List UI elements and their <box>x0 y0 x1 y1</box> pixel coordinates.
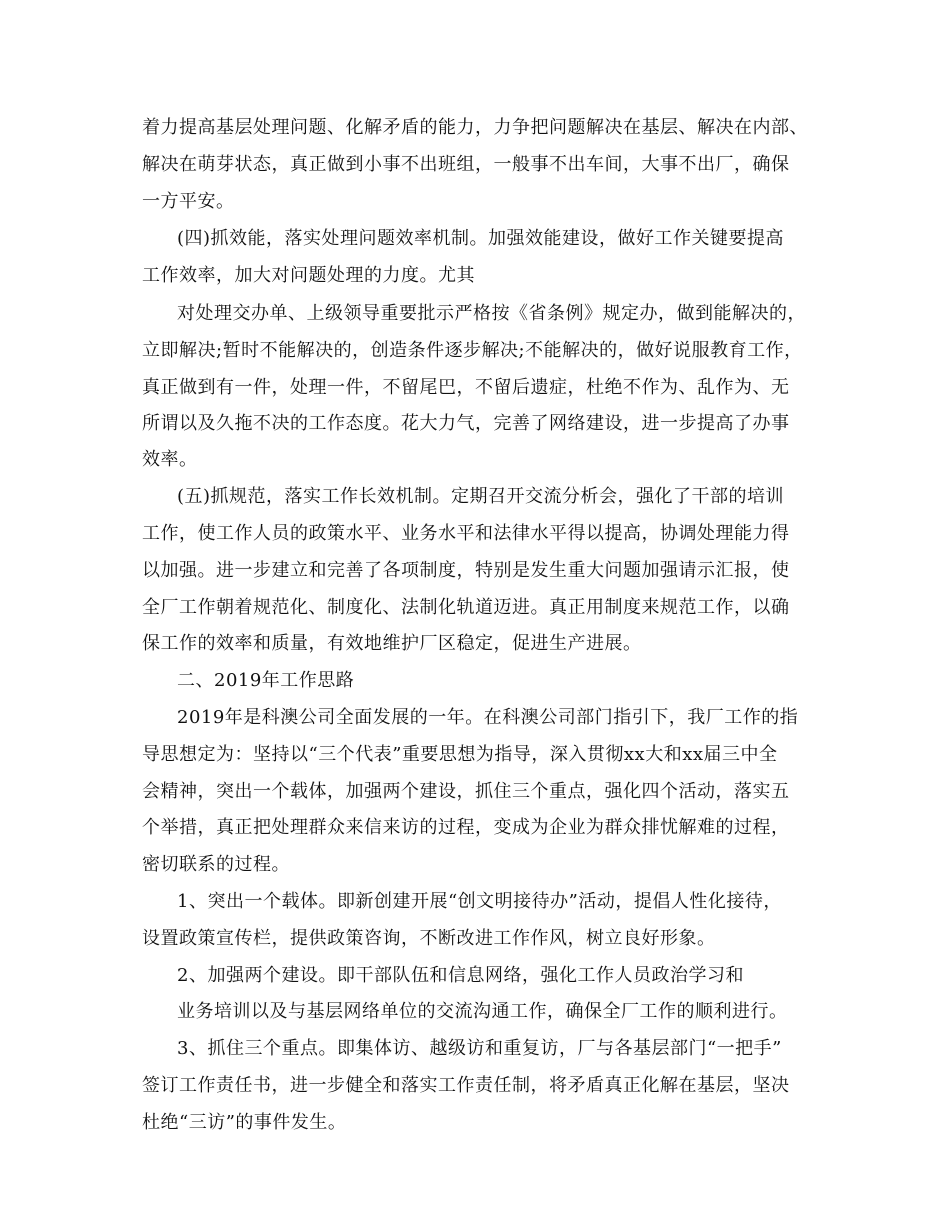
text-line: 3、抓住三个重点。即集体访、越级访和重复访，厂与各基层部门“一把手” <box>177 1038 782 1059</box>
text-line: 工作，使工作人员的政策水平、业务水平和法律水平得以提高，协调处理能力得 <box>142 523 790 544</box>
text-line: 2、加强两个建设。即干部队伍和信息网络，强化工作人员政治学习和 <box>177 965 744 986</box>
text-line: 个举措，真正把处理群众来信来访的过程，变成为企业为群众排忧解难的过程， <box>142 817 790 838</box>
text-line: 会精神，突出一个载体，加强两个建设，抓住三个重点，强化四个活动，落实五 <box>142 781 790 802</box>
text-line: 1、突出一个载体。即新创建开展“创文明接待办”活动，提倡人性化接待， <box>177 891 782 912</box>
text-line: 工作效率，加大对问题处理的力度。尤其 <box>142 265 475 286</box>
text-line: 业务培训以及与基层网络单位的交流沟通工作，确保全厂工作的顺利进行。 <box>177 1001 788 1022</box>
text-line: (五)抓规范，落实工作长效机制。定期召开交流分析会，强化了干部的培训 <box>177 486 785 507</box>
section-heading: 二、2019年工作思路 <box>177 670 355 691</box>
text-line: 签订工作责任书，进一步健全和落实工作责任制，将矛盾真正化解在基层，坚决 <box>142 1075 790 1096</box>
text-line: 设置政策宣传栏，提供政策咨询，不断改进工作作风，树立良好形象。 <box>142 928 716 949</box>
text-line: (四)抓效能，落实处理问题效率机制。加强效能建设，做好工作关键要提高 <box>177 228 785 249</box>
text-line: 全厂工作朝着规范化、制度化、法制化轨道迈进。真正用制度来规范工作，以确 <box>142 597 790 618</box>
text-line: 密切联系的过程。 <box>142 854 290 875</box>
text-line: 以加强。进一步建立和完善了各项制度，特别是发生重大问题加强请示汇报，使 <box>142 560 790 581</box>
text-line: 保工作的效率和质量，有效地维护厂区稳定，促进生产进展。 <box>142 633 642 654</box>
text-line: 一方平安。 <box>142 191 235 212</box>
text-line: 所谓以及久拖不决的工作态度。花大力气，完善了网络建设，进一步提高了办事 <box>142 413 790 434</box>
text-line: 解决在萌芽状态，真正做到小事不出班组，一般事不出车间，大事不出厂，确保 <box>142 154 790 175</box>
text-line: 导思想定为：坚持以“三个代表”重要思想为指导，深入贯彻xx大和xx届三中全 <box>142 744 778 765</box>
text-line: 杜绝“三访”的事件发生。 <box>142 1112 347 1133</box>
text-line: 效率。 <box>142 449 198 470</box>
text-line: 对处理交办单、上级领导重要批示严格按《省条例》规定办，做到能解决的， <box>177 303 806 324</box>
text-line: 真正做到有一件，处理一件，不留尾巴，不留后遗症，杜绝不作为、乱作为、无 <box>142 377 790 398</box>
text-line: 着力提高基层处理问题、化解矛盾的能力，力争把问题解决在基层、解决在内部、 <box>142 117 808 138</box>
text-line: 2019年是科澳公司全面发展的一年。在科澳公司部门指引下，我厂工作的指 <box>177 707 799 728</box>
text-line: 立即解决;暂时不能解决的，创造条件逐步解决;不能解决的，做好说服教育工作， <box>142 340 803 361</box>
